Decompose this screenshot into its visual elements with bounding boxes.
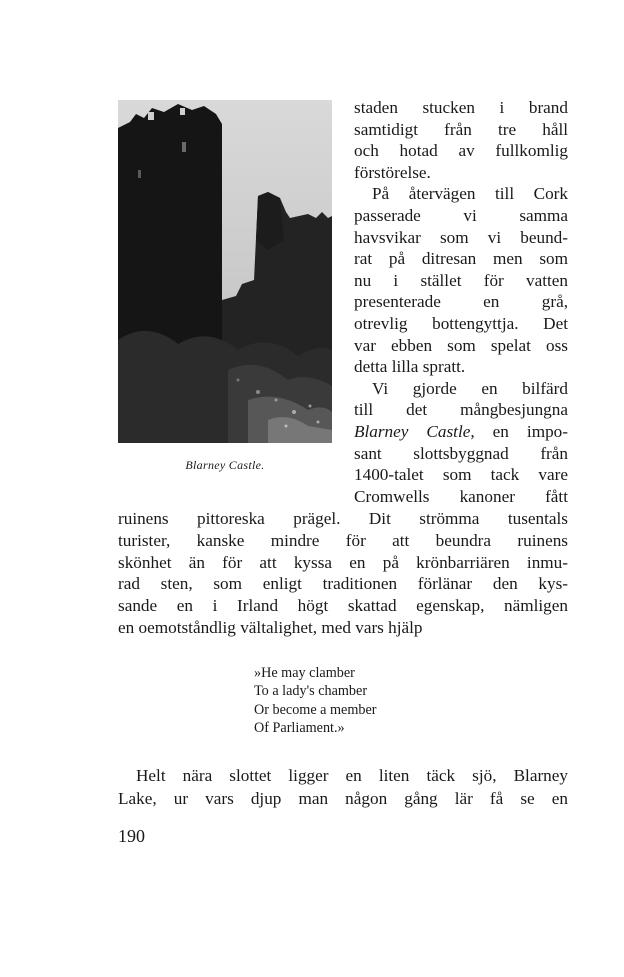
text-line: samtidigt från tre håll xyxy=(354,119,568,139)
text-line: sande en i Irland högt skattad egenskap, nämligen xyxy=(118,596,568,616)
text-line: Lake, ur vars djup man någon gång lär få se en xyxy=(118,789,568,808)
text-line: ruinens pittoreska prägel. Dit strömma tusentals xyxy=(118,509,568,528)
text-line: otrevlig bottengyttja. Det xyxy=(354,313,568,333)
text-line: sant slottsbyggnad från xyxy=(354,443,568,463)
verse-line: Or become a member xyxy=(254,701,377,718)
text-line: förstörelse. xyxy=(354,162,431,182)
verse-line: To a lady's chamber xyxy=(254,683,368,700)
text-line: Vi gjorde en bilfärd xyxy=(372,378,568,398)
text-line: en oemotståndlig vältalighet, med vars hjälp xyxy=(118,617,423,637)
text-line: passerade vi samma xyxy=(354,205,568,225)
text-line: havsvikar som vi beund- xyxy=(354,227,568,247)
narrow-text-column xyxy=(354,97,568,507)
text-line: och hotad av fullkomlig xyxy=(354,141,568,161)
text-line: nu i stället för vatten xyxy=(354,270,568,290)
text-line: rat på ditresan men som xyxy=(354,249,568,269)
text-line: Helt nära slottet ligger en liten täck sjö, Blarney xyxy=(136,766,568,785)
text-line: turister, kanske mindre för att beundra ruinens xyxy=(118,530,568,550)
text-line: presenterade en grå, xyxy=(354,292,568,312)
full-width-text xyxy=(118,508,568,639)
text-line: var ebben som spelat oss xyxy=(354,335,568,355)
castle-name-italic: Blarney Castle, xyxy=(354,421,475,441)
castle-photo xyxy=(118,100,332,443)
text-line: skönhet än för att kyssa en på krönbarriären inmu- xyxy=(118,552,568,572)
verse-quote xyxy=(254,664,494,738)
page-number: 190 xyxy=(118,826,145,846)
closing-paragraph xyxy=(118,764,568,810)
castle-illustration xyxy=(118,100,332,443)
text-line: På återvägen till Cork xyxy=(372,184,568,204)
text-line: staden stucken i brand xyxy=(354,98,568,117)
text-line: Cromwells kanoner fått xyxy=(354,486,568,506)
text-line: detta lilla spratt. xyxy=(354,357,466,377)
text-line: rad sten, som enligt traditionen förlänar den kys- xyxy=(118,574,568,594)
text-line: 1400-talet som tack vare xyxy=(354,465,568,485)
verse-line: »He may clamber xyxy=(254,665,355,681)
text-line: Blarney Castle, en impo- xyxy=(354,421,568,441)
verse-line: Of Parliament.» xyxy=(254,720,345,737)
text-line: till det mångbesjungna xyxy=(354,400,568,420)
figure-caption: Blarney Castle. xyxy=(185,458,265,472)
